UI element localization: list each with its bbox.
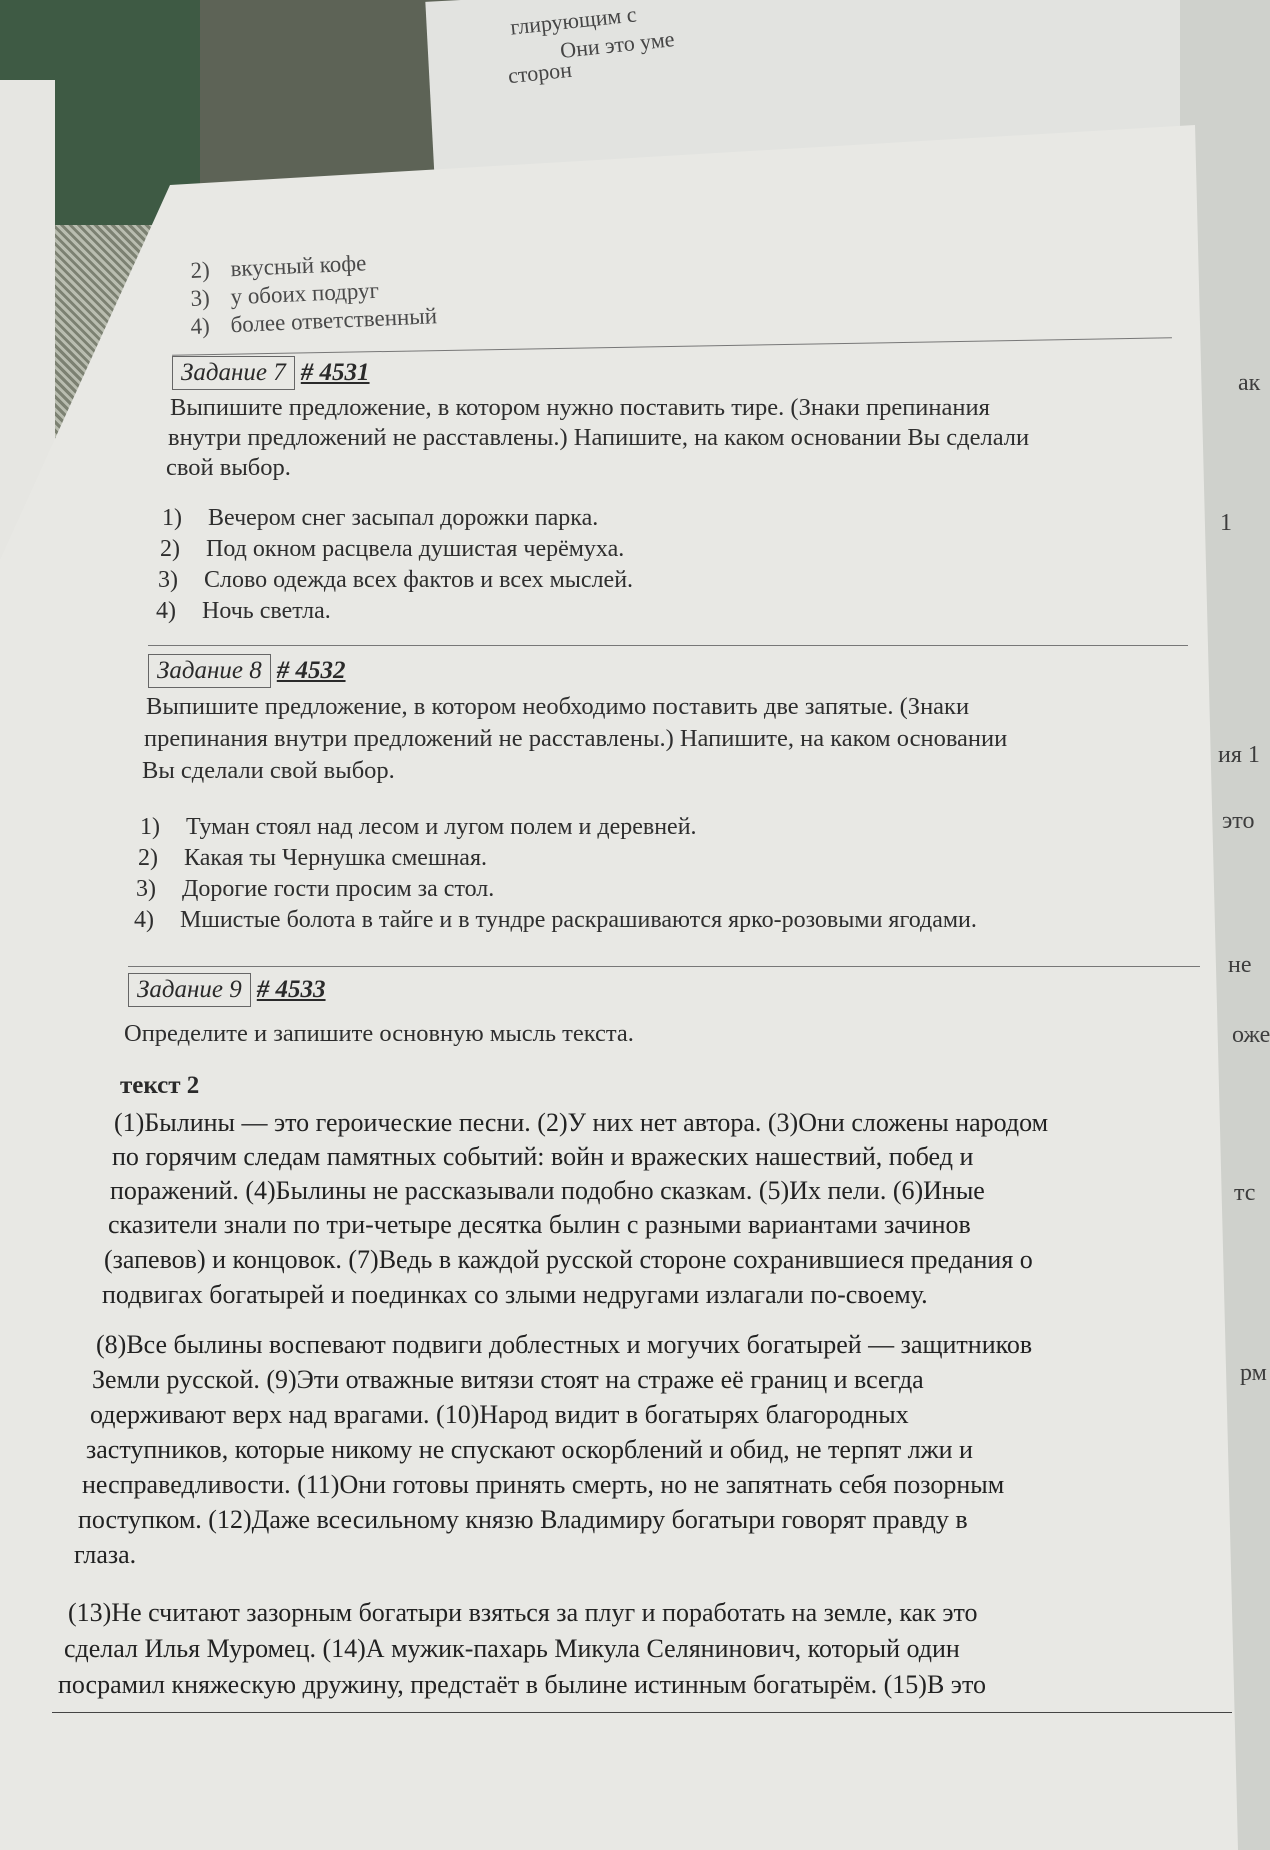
text-line: одерживают верх над врагами. (10)Народ видит в богатырях благородных bbox=[90, 1400, 909, 1429]
divider bbox=[172, 337, 1172, 355]
task8-option: 3) Дорогие гости просим за стол. bbox=[136, 876, 495, 902]
text-line: по горячим следам памятных событий: войн и вражеских нашествий, побед и bbox=[112, 1142, 974, 1171]
task9-id: # 4533 bbox=[256, 976, 326, 1003]
prev-option: 2) вкусный кофе bbox=[190, 250, 367, 283]
right-fragment: рм bbox=[1240, 1360, 1267, 1386]
task7-option: 1) Вечером снег засыпал дорожки парка. bbox=[162, 505, 599, 531]
task7-option: 4) Ночь светла. bbox=[156, 598, 331, 624]
text-line: заступников, которые никому не спускают оскорблений и обид, не терпят лжи и bbox=[86, 1435, 973, 1464]
task7-id: # 4531 bbox=[300, 359, 370, 386]
top-sheet-line: Они это уме bbox=[558, 26, 676, 63]
task9-header bbox=[128, 973, 326, 1007]
task7-header bbox=[172, 356, 370, 390]
text-line: поражений. (4)Былины не рассказывали подобно сказкам. (5)Их пели. (6)Иные bbox=[110, 1176, 985, 1205]
divider bbox=[148, 645, 1188, 646]
top-sheet-line: сторон bbox=[506, 56, 573, 89]
task8-option: 1) Туман стоял над лесом и лугом полем и деревней. bbox=[140, 814, 697, 840]
task8-option: 2) Какая ты Чернушка смешная. bbox=[138, 845, 487, 871]
text-line: сказители знали по три-четыре десятка былин с разными вариантами зачинов bbox=[108, 1210, 971, 1239]
right-fragment: не bbox=[1228, 952, 1252, 978]
task8-option: 4) Мшистые болота в тайге и в тундре раскрашиваются ярко-розовыми ягодами. bbox=[134, 907, 977, 933]
prev-option: 4) более ответственный bbox=[190, 303, 438, 339]
task7-option: 3) Слово одежда всех фактов и всех мыслей. bbox=[158, 567, 634, 593]
task8-header bbox=[148, 654, 346, 688]
right-fragment: тс bbox=[1234, 1180, 1256, 1206]
right-fragment: это bbox=[1222, 808, 1255, 834]
top-sheet-line: глирующим с bbox=[508, 1, 638, 40]
text-line: глаза. bbox=[74, 1540, 137, 1569]
task8-instruction: Вы сделали свой выбор. bbox=[142, 757, 395, 784]
right-fragment: 1 bbox=[1220, 510, 1232, 536]
text-line: (13)Не считают зазорным богатыри взяться за плуг и поработать на земле, как это bbox=[68, 1598, 978, 1627]
text-line: поступком. (12)Даже всесильному князю Владимиру богатыри говорят правду в bbox=[78, 1505, 968, 1534]
underline bbox=[52, 1712, 1232, 1713]
prev-option: 3) у обоих подруг bbox=[190, 277, 380, 311]
text-line: Земли русской. (9)Эти отважные витязи стоят на страже её границ и всегда bbox=[92, 1365, 924, 1394]
text-line: (1)Былины — это героические песни. (2)У них нет автора. (3)Они сложены народом bbox=[114, 1108, 1049, 1137]
text-line: посрамил княжескую дружину, предстаёт в былине истинным богатырём. (15)В это bbox=[58, 1670, 986, 1699]
right-fragment: оже bbox=[1232, 1022, 1270, 1048]
text-title: текст 2 bbox=[120, 1072, 200, 1099]
text-line: подвигах богатырей и поединках со злыми недругами излагали по-своему. bbox=[102, 1280, 928, 1309]
text-line: (8)Все былины воспевают подвиги доблестных и могучих богатырей — защитников bbox=[96, 1330, 1033, 1359]
right-fragment: ия 1 bbox=[1218, 742, 1260, 768]
task7-label: Задание 7 bbox=[172, 356, 295, 390]
task7-instruction: свой выбор. bbox=[166, 454, 291, 481]
divider bbox=[128, 966, 1200, 967]
task9-instruction: Определите и запишите основную мысль текста. bbox=[124, 1020, 634, 1047]
task8-label: Задание 8 bbox=[148, 654, 271, 688]
task8-instruction: Выпишите предложение, в котором необходимо поставить две запятые. (Знаки bbox=[146, 693, 970, 720]
text-line: сделал Илья Муромец. (14)А мужик-пахарь Микула Селянинович, который один bbox=[64, 1634, 960, 1663]
task7-instruction: внутри предложений не расставлены.) Напишите, на каком основании Вы сделали bbox=[168, 424, 1030, 451]
right-fragment: ак bbox=[1238, 370, 1261, 396]
task7-option: 2) Под окном расцвела душистая черёмуха. bbox=[160, 536, 625, 562]
text-line: (запевов) и концовок. (7)Ведь в каждой русской стороне сохранившиеся предания о bbox=[104, 1245, 1033, 1274]
task8-id: # 4532 bbox=[276, 657, 346, 684]
task9-label: Задание 9 bbox=[128, 973, 251, 1007]
task8-instruction: препинания внутри предложений не расставлены.) Напишите, на каком основании bbox=[144, 725, 1008, 752]
task7-instruction: Выпишите предложение, в котором нужно поставить тире. (Знаки препинания bbox=[170, 394, 990, 421]
text-line: несправедливости. (11)Они готовы принять смерть, но не запятнать себя позорным bbox=[82, 1470, 1005, 1499]
